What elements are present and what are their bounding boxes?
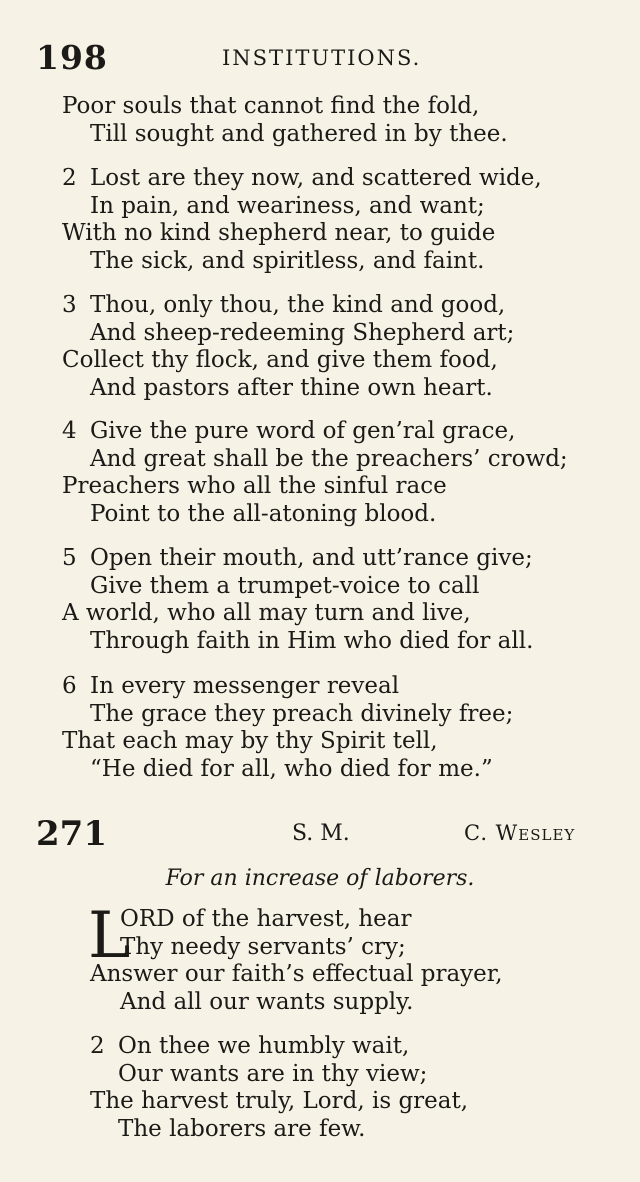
- verse-line: Point to the all-atoning blood.: [90, 500, 437, 527]
- verse-line: The harvest truly, Lord, is great,: [90, 1088, 469, 1115]
- section-title: INSTITUTIONS.: [222, 46, 422, 70]
- page-number: 198: [36, 38, 108, 77]
- verse-number: 2: [62, 165, 77, 191]
- hymn-subtitle: For an increase of laborers.: [165, 866, 475, 891]
- verse-line: Thou, only thou, the kind and good,: [90, 292, 506, 318]
- verse-line: With no kind shepherd near, to guide: [62, 220, 496, 247]
- hymn-meter: S. M.: [292, 821, 350, 846]
- verse-line: Our wants are in thy view;: [118, 1060, 428, 1087]
- verse-line: Preachers who all the sinful race: [62, 473, 447, 500]
- hymn-header: [36, 814, 606, 854]
- verse-continued: [62, 93, 620, 148]
- verse-number: 4: [62, 418, 77, 444]
- verse-line: Thy needy servants’ cry;: [120, 933, 406, 960]
- verse-line: In pain, and weariness, and want;: [90, 192, 485, 219]
- verse-number: 3: [62, 292, 77, 318]
- verse-6: [62, 673, 620, 783]
- verse-number: 2: [90, 1033, 105, 1059]
- verse-4: [62, 418, 620, 528]
- verse-line: The grace they preach divinely free;: [90, 700, 514, 727]
- hymn-number: 271: [36, 814, 107, 854]
- verse-line: Lost are they now, and scattered wide,: [90, 165, 542, 191]
- running-head: [36, 38, 600, 78]
- verse-number: 6: [62, 673, 77, 699]
- verse-number: 5: [62, 545, 77, 571]
- verse-line: A world, who all may turn and live,: [62, 600, 471, 627]
- verse-line: Through faith in Him who died for all.: [90, 627, 534, 654]
- verse-line: “He died for all, who died for me.”: [90, 755, 493, 782]
- verse-line: In every messenger reveal: [90, 673, 400, 699]
- verse-3: [62, 292, 620, 402]
- verse-line: Poor souls that cannot find the fold,: [62, 93, 480, 119]
- verse-line: Open their mouth, and utt’rance give;: [90, 545, 533, 571]
- verse-line: That each may by thy Spirit tell,: [62, 728, 438, 755]
- drop-cap: L: [88, 899, 131, 973]
- verse-line: The laborers are few.: [118, 1115, 366, 1142]
- verse-1-hymn-271: [88, 899, 620, 1016]
- verse-2-hymn-271: [90, 1033, 620, 1143]
- verse-line: The sick, and spiritless, and faint.: [90, 247, 485, 274]
- verse-line: Answer our faith’s effectual prayer,: [90, 961, 503, 988]
- verse-line: Till sought and gathered in by thee.: [90, 120, 508, 147]
- verse-line: And all our wants supply.: [120, 988, 414, 1015]
- verse-line: And great shall be the preachers’ crowd;: [90, 445, 568, 472]
- verse-line: And pastors after thine own heart.: [90, 374, 493, 401]
- verse-line: And sheep-redeeming Shepherd art;: [90, 319, 515, 346]
- verse-5: [62, 545, 620, 655]
- verse-line: Give them a trumpet-voice to call: [90, 572, 480, 599]
- verse-line: ORD of the harvest, hear: [120, 906, 412, 932]
- verse-line: On thee we humbly wait,: [118, 1033, 410, 1059]
- verse-line: Collect thy flock, and give them food,: [62, 347, 498, 374]
- verse-line: Give the pure word of gen’ral grace,: [90, 418, 516, 444]
- hymn-author: C. Wesley: [464, 821, 576, 845]
- verse-2: [62, 165, 620, 275]
